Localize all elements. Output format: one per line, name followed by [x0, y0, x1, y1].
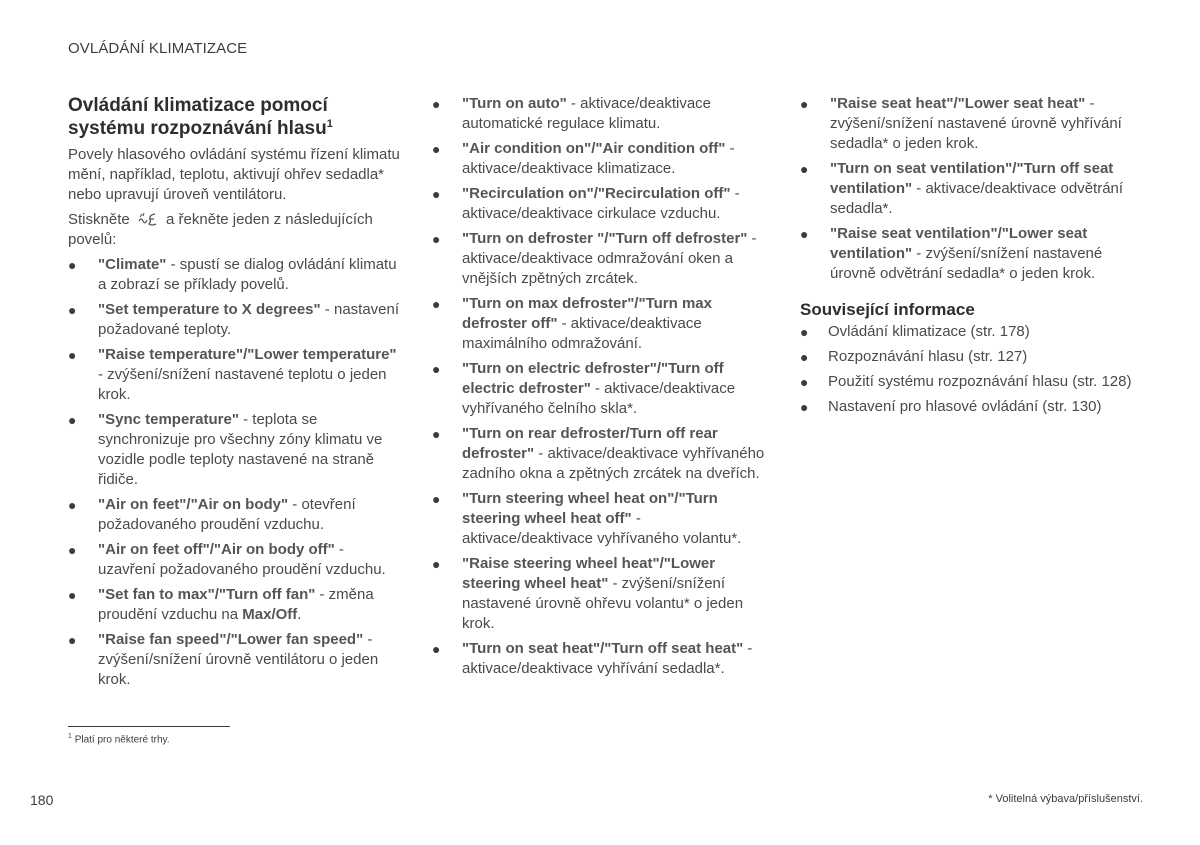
voice-command: "Turn on electric defroster"/"Turn off electric defroster": [462, 360, 724, 397]
bullet-icon: ●: [432, 641, 441, 657]
footnote-divider: [68, 726, 230, 727]
command-tail: .: [297, 606, 302, 623]
voice-command: "Turn on defroster "/"Turn off defroster": [462, 230, 748, 247]
page-header-title: OVLÁDÁNÍ KLIMATIZACE: [68, 40, 248, 57]
voice-command: "Set temperature to X degrees": [98, 301, 321, 318]
command-item: [432, 184, 772, 224]
command-item: [68, 410, 403, 490]
bullet-icon: ●: [800, 226, 809, 242]
press-instruction: [68, 210, 403, 250]
command-description: - zvýšení/snížení nastavené úrovně odvětrání sedadla* o jeden krok.: [830, 245, 1103, 282]
command-description: - zvýšení/snížení nastavené teplotu o jeden krok.: [98, 366, 387, 403]
command-item: [68, 345, 403, 405]
bullet-icon: ●: [68, 587, 77, 603]
bullet-icon: ●: [432, 296, 441, 312]
command-item: [68, 300, 403, 340]
command-item: [432, 359, 772, 419]
command-item: [68, 630, 403, 690]
voice-command: "Turn on max defroster"/"Turn max defroster off": [462, 295, 712, 332]
bullet-icon: ●: [800, 324, 809, 340]
command-item: [432, 229, 772, 289]
command-description: - aktivace/deaktivace vyhřívaného čelního skla*.: [462, 380, 736, 417]
voice-command: "Turn on seat heat"/"Turn off seat heat": [462, 640, 744, 657]
voice-command: "Turn steering wheel heat on"/"Turn steering wheel heat off": [462, 490, 718, 527]
voice-command: "Sync temperature": [98, 411, 239, 428]
command-description: - aktivace/deaktivace klimatizace.: [462, 140, 735, 177]
voice-command: "Set fan to max"/"Turn off fan": [98, 586, 316, 603]
column-middle: [432, 94, 772, 684]
related-link-item[interactable]: [800, 347, 1140, 367]
voice-command: "Climate": [98, 256, 167, 273]
bullet-icon: ●: [432, 491, 441, 507]
command-description: - otevření požadovaného proudění vzduchu.: [98, 496, 356, 533]
related-link-text: Rozpoznávání hlasu (str. 127): [828, 348, 1028, 365]
footnote-text: Platí pro některé trhy.: [74, 734, 170, 746]
voice-command: "Raise seat heat"/"Lower seat heat": [830, 95, 1086, 112]
related-link-text: Nastavení pro hlasové ovládání (str. 130): [828, 398, 1102, 415]
voice-command: "Raise seat ventilation"/"Lower seat ventilation": [830, 225, 1088, 262]
press-after-text: a řekněte jeden z následujících povelů:: [68, 211, 373, 248]
footnote-number: 1: [68, 733, 72, 740]
command-item: [432, 639, 772, 679]
voice-command: "Turn on auto": [462, 95, 567, 112]
command-item: [432, 424, 772, 484]
bullet-icon: ●: [800, 374, 809, 390]
related-link-text: Použití systému rozpoznávání hlasu (str. 128): [828, 373, 1132, 390]
bullet-icon: ●: [432, 96, 441, 112]
command-item: [432, 94, 772, 134]
command-description: - zvýšení/snížení nastavené úrovně ohřevu volantu* o jeden krok.: [462, 575, 744, 632]
related-link-item[interactable]: [800, 322, 1140, 342]
command-description: - zvýšení/snížení nastavené úrovně vyhřívání sedadla* o jeden krok.: [830, 95, 1122, 152]
command-description: - aktivace/deaktivace odvětrání sedadla*.: [830, 180, 1124, 217]
command-description: - aktivace/deaktivace maximálního odmražování.: [462, 315, 702, 352]
intro-paragraph: Povely hlasového ovládání systému řízení klimatu mění, například, teplotu, aktivují ohřev sedadla* nebo upravují úroveň ventilátoru.: [68, 146, 400, 203]
bullet-icon: ●: [68, 412, 77, 428]
bullet-icon: ●: [68, 347, 77, 363]
related-link-item[interactable]: [800, 397, 1140, 417]
voice-command: "Raise fan speed"/"Lower fan speed": [98, 631, 364, 648]
command-item: [68, 540, 403, 580]
voice-command: "Raise steering wheel heat"/"Lower steering wheel heat": [462, 555, 716, 592]
bullet-icon: ●: [800, 399, 809, 415]
voice-command: "Turn on rear defroster/Turn off rear defroster": [462, 425, 718, 462]
voice-command: "Recirculation on"/"Recirculation off": [462, 185, 731, 202]
voice-command: "Air on feet off"/"Air on body off": [98, 541, 335, 558]
bullet-icon: ●: [800, 349, 809, 365]
command-item: [432, 294, 772, 354]
bullet-icon: ●: [68, 632, 77, 648]
column-left: [68, 94, 403, 695]
footnote: [68, 733, 170, 745]
page-number: 180: [30, 792, 54, 808]
command-description: - teplota se synchronizuje pro všechny zóny klimatu ve vozidle podle teploty nastavené na straně řidiče.: [98, 411, 383, 488]
command-item: [800, 94, 1140, 154]
footnote-marker: 1: [326, 118, 333, 130]
command-description: - aktivace/deaktivace cirkulace vzduchu.: [462, 185, 740, 222]
command-item: [68, 255, 403, 295]
bullet-icon: ●: [68, 497, 77, 513]
press-before-text: Stiskněte: [68, 211, 130, 228]
section-title: [68, 94, 403, 140]
command-item: [432, 139, 772, 179]
command-description: - aktivace/deaktivace vyhřívání sedadla*.: [462, 640, 753, 677]
command-description: - aktivace/deaktivace odmražování oken a vnějších zpětných zrcátek.: [462, 230, 757, 287]
command-description: - zvýšení/snížení úrovně ventilátoru o jeden krok.: [98, 631, 379, 688]
bullet-icon: ●: [432, 426, 441, 442]
command-description: - změna proudění vzduchu na: [98, 586, 374, 623]
command-description: - aktivace/deaktivace vyhřívaného volantu*.: [462, 510, 742, 547]
command-item: [800, 224, 1140, 284]
related-info-title: Související informace: [800, 300, 975, 319]
bullet-icon: ●: [432, 186, 441, 202]
related-info-list: [800, 322, 1140, 417]
bullet-icon: ●: [68, 257, 77, 273]
bullet-icon: ●: [432, 361, 441, 377]
command-list-left: [68, 255, 403, 690]
command-item: [800, 159, 1140, 219]
command-description: - uzavření požadovaného proudění vzduchu.: [98, 541, 386, 578]
voice-command: "Air condition on"/"Air condition off": [462, 140, 726, 157]
voice-command: "Raise temperature"/"Lower temperature": [98, 346, 397, 363]
bullet-icon: ●: [800, 96, 809, 112]
section-title-text: Ovládání klimatizace pomocí systému rozpoznávání hlasu: [68, 95, 328, 139]
command-item: [68, 495, 403, 535]
command-item: [432, 554, 772, 634]
related-link-item[interactable]: [800, 372, 1140, 392]
command-description: - spustí se dialog ovládání klimatu a zobrazí se příklady povelů.: [98, 256, 397, 293]
voice-command: "Turn on seat ventilation"/"Turn off seat ventilation": [830, 160, 1114, 197]
command-description: - aktivace/deaktivace vyhřívaného zadního okna a zpětných zrcátek na dveřích.: [462, 445, 765, 482]
voice-control-icon: [138, 211, 158, 227]
command-list-right: [800, 94, 1140, 284]
bullet-icon: ●: [800, 161, 809, 177]
bullet-icon: ●: [68, 302, 77, 318]
bullet-icon: ●: [432, 141, 441, 157]
command-list-middle: [432, 94, 772, 679]
command-description: - nastavení požadované teploty.: [98, 301, 400, 338]
optional-equipment-note: * Volitelná výbava/příslušenství.: [988, 793, 1143, 805]
bullet-icon: ●: [432, 556, 441, 572]
related-link-text: Ovládání klimatizace (str. 178): [828, 323, 1030, 340]
command-item: [68, 585, 403, 625]
column-right: [800, 94, 1140, 422]
command-setting: Max/Off: [242, 606, 298, 623]
command-description: - aktivace/deaktivace automatické regulace klimatu.: [462, 95, 712, 132]
command-item: [432, 489, 772, 549]
bullet-icon: ●: [432, 231, 441, 247]
bullet-icon: ●: [68, 542, 77, 558]
voice-command: "Air on feet"/"Air on body": [98, 496, 289, 513]
